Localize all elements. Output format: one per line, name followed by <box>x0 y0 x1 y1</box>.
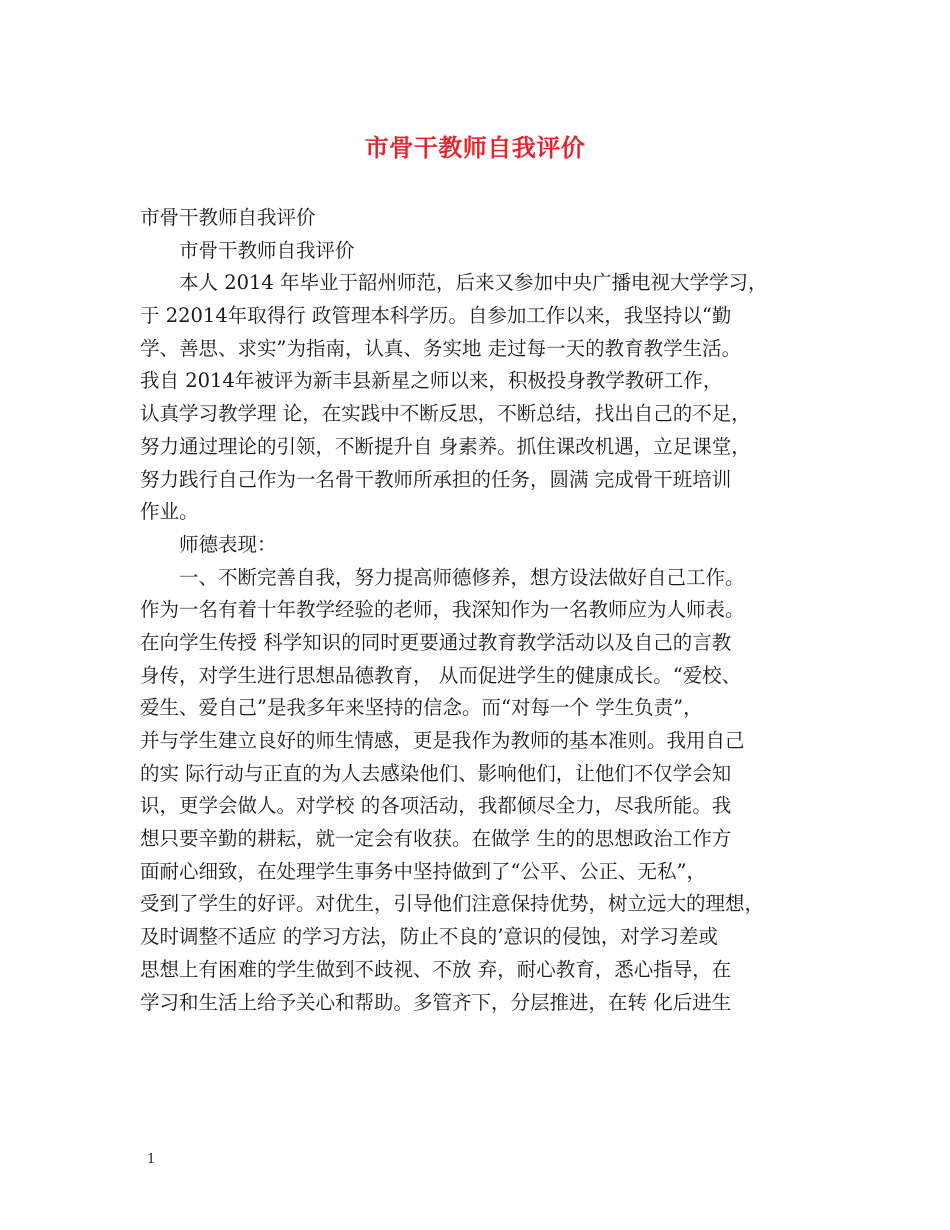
paragraph-line: 本人 2014 年毕业于韶州师范，后来又参加中央广播电视大学学习， <box>179 271 768 295</box>
paragraph-line: 受到了学生的好评。对优生，引导他们注意保持优势，树立远大的理想， <box>140 892 765 916</box>
paragraph-line: 市骨干教师自我评价 <box>140 206 316 229</box>
paragraph-line: 努力践行自己作为一名骨干教师所承担的任务，圆满 完成骨干班培训 <box>140 467 732 491</box>
paragraph-line: 身传，对学生进行思想品德教育， 从而促进学生的健康成长。“爱校、 <box>140 663 742 687</box>
paragraph-line: 学习和生活上给予关心和帮助。多管齐下，分层推进，在转 化后进生 <box>140 990 732 1014</box>
paragraph-line: 爱生、爱自己”是我多年来坚持的信念。而“对每一个 学生负责”， <box>140 696 703 720</box>
paragraph-line: 及时调整不适应 的学习方法，防止不良的’意识的侵蚀，对学习差或 <box>140 925 718 949</box>
paragraph-line: 识，更学会做人。对学校 的各项活动，我都倾尽全力，尽我所能。我 <box>140 794 732 818</box>
paragraph-line: 在向学生传授 科学知识的同时更要通过教育教学活动以及自己的言教 <box>140 630 732 654</box>
paragraph-line: 作为一名有着十年教学经验的老师，我深知作为一名教师应为人师表。 <box>140 598 745 622</box>
page-number: 1 <box>147 1152 156 1167</box>
paragraph-line: 努力通过理论的引领，不断提升自 身素养。抓住课改机遇，立足课堂， <box>140 434 751 458</box>
paragraph-line: 思想上有困难的学生做到不歧视、不放 弃，耐心教育，悉心指导，在 <box>140 957 732 981</box>
paragraph-line: 市骨干教师自我评价 <box>179 238 355 262</box>
paragraph-line: 的实 际行动与正直的为人去感染他们、影响他们，让他们不仅学会知 <box>140 761 732 785</box>
paragraph-line: 想只要辛勤的耕耘，就一定会有收获。在做学 生的的思想政治工作方 <box>140 827 732 851</box>
paragraph-line: 我自 2014年被评为新丰县新星之师以来，积极投身教学教研工作， <box>140 369 723 393</box>
paragraph-line: 于 22014年取得行 政管理本科学历。自参加工作以来，我坚持以“勤 <box>140 304 732 328</box>
document-body <box>140 202 820 1019</box>
paragraph-line: 师德表现： <box>179 532 277 556</box>
document-title: 市骨干教师自我评价 <box>364 133 586 162</box>
paragraph-line: 作业。 <box>140 500 199 524</box>
paragraph-line: 学、善思、求实”为指南，认真、务实地 走过每一天的教育教学生活。 <box>140 336 742 360</box>
paragraph-line: 并与学生建立良好的师生情感，更是我作为教师的基本准则。我用自己 <box>140 729 745 752</box>
paragraph-line: 认真学习教学理 论，在实践中不断反思，不断总结，找出自己的不足， <box>140 402 751 426</box>
paragraph-line: 面耐心细致，在处理学生事务中坚持做到了“公平、公正、无私”， <box>140 859 706 883</box>
paragraph-line: 一、不断完善自我，努力提高师德修养，想方设法做好自己工作。 <box>179 565 745 589</box>
